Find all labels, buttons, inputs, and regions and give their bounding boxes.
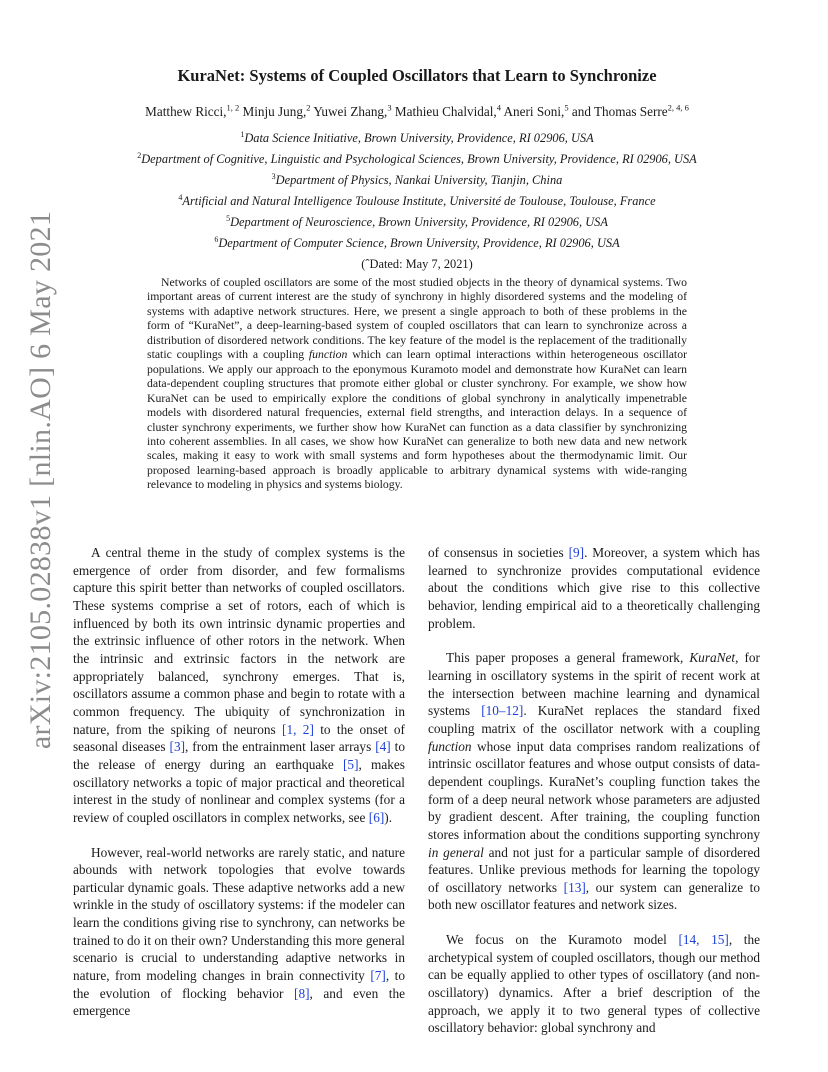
body-paragraph: of consensus in societies [9]. Moreover, a system which has learned to synchronize provides computational evidence about the conditions which give rise to this collective behavior, lending empirical aid to a theoretically challenging problem. — [428, 545, 760, 631]
body-paragraph: This paper proposes a general framework, KuraNet, for learning in oscillatory systems in the spirit of recent work at the intersection between machine learning and dynamical systems [10–12]. KuraNet replaces the standard fixed coupling matrix of the oscillator network with a coupling function whose input data comprises random realizations of intrinsic oscillator features and whose output consists of data-dependent couplings. KuraNet’s coupling function takes the form of a deep neural network whose parameters are adjusted by gradient descent. After training, the coupling function stores information about the conditions supporting synchrony in general and not just for a particular sample of disordered features. Unlike previous methods for learning the topology of oscillatory networks [13], our system can generalize to both new oscillator features and network sizes. — [428, 650, 761, 913]
affiliation: $^1$Data Science Initiative, Brown University, Providence, RI 02906, USA — [240, 130, 594, 146]
citation-link[interactable]: [5] — [343, 756, 359, 772]
affiliation: $^3$Department of Physics, Nankai University, Tianjin, China — [271, 172, 563, 188]
citation-link[interactable]: [6] — [368, 809, 385, 825]
body-paragraph: However, real-world networks are rarely static, and nature abounds with network topologies that evolve towards particular dynamic goals. These adaptive networks add a new wrinkle in the study of oscillatory systems: if the modeler can learn the conditions giving rise to synchrony, can networks be trained to do it on their own? Understanding this more general scenario is crucial to understanding adaptive networks in nature, from modeling changes in brain connectivity [7], to the evolution of flocking behavior [8], and even the emergence — [73, 844, 405, 1019]
author: Matthew Ricci,$^{1, 2}$ — [145, 103, 240, 120]
body-paragraph: We focus on the Kuramoto model [14, 15], the archetypical system of coupled oscillators, though our method can be equally applied to other types of oscillatory (and non-oscillatory) dynamics. After a brief description of the approach, we apply it to two general types of collective oscillatory behavior: global synchrony and — [428, 932, 760, 1036]
affiliation: $^5$Department of Neuroscience, Brown University, Providence, RI 02906, USA — [226, 214, 608, 230]
author: Mathieu Chalvidal,$^4$ — [394, 103, 501, 120]
citation-link[interactable]: [10–12] — [481, 703, 524, 719]
citation-link[interactable]: [8] — [294, 985, 310, 1001]
left-column — [73, 544, 405, 1037]
paper-title: KuraNet: Systems of Coupled Oscillators that Learn to Synchronize — [177, 66, 657, 85]
citation-link[interactable]: [7] — [370, 968, 386, 984]
author-list — [90, 103, 744, 120]
affiliation: $^6$Department of Computer Science, Brown University, Providence, RI 02906, USA — [214, 235, 620, 251]
author: Minju Jung,$^2$ — [242, 103, 311, 120]
citation-link[interactable]: [3] — [169, 739, 186, 755]
citation-link[interactable]: [9] — [568, 545, 585, 560]
author: and Thomas Serre$^{2, 4, 6}$ — [571, 103, 689, 120]
arxiv-identifier-text: arXiv:2105.02838v1 [nlin.AO] 6 May 2021 — [24, 210, 57, 750]
arxiv-side-identifier — [19, 210, 63, 750]
author: Yuwei Zhang,$^3$ — [313, 103, 392, 120]
date-line: (ˆDated: May 7, 2021) — [361, 257, 473, 271]
citation-link[interactable]: [14, 15] — [678, 932, 729, 948]
affiliation: $^4$Artificial and Natural Intelligence Toulouse Institute, Université de Toulouse, Toulouse, France — [178, 193, 656, 209]
right-column — [428, 544, 760, 1054]
citation-link[interactable]: [4] — [375, 739, 391, 755]
abstract — [147, 276, 687, 493]
citation-link[interactable]: [1, 2] — [282, 721, 314, 737]
affiliation: $^2$Department of Cognitive, Linguistic and Psychological Sciences, Brown University, Providence, RI 02906, USA — [137, 151, 697, 167]
author: Aneri Soni,$^5$ — [503, 103, 569, 120]
body-paragraph: A central theme in the study of complex systems is the emergence of order from disorder, and few formalisms capture this spirit better than networks of coupled oscillators. These systems comprise a set of rotors, each of which is influenced by both its own intrinsic dynamic properties and the extrinsic influence of other rotors in the network. When the intrinsic and extrinsic factors in the network are appropriately balanced, synchrony emerges. That is, oscillators assume a common phase and begin to rotate with a common frequency. The ubiquity of synchronization in nature, from the spiking of neurons [1, 2] to the onset of seasonal diseases [3], from the entrainment laser arrays [4] to the release of energy during an earthquake [5], makes oscillatory networks a topic of major practical and theoretical interest in the study of nonlinear and complex systems (for a review of coupled oscillators in complex networks, see [6]). — [73, 545, 406, 825]
abstract-paragraph: Networks of coupled oscillators are some of the most studied objects in the theory of dynamical systems. Two important areas of current interest are the study of synchrony in highly disordered systems and the modeling of systems with adaptive network structures. Here, we present a single approach to both of these problems in the form of “KuraNet”, a deep-learning-based system of coupled oscillators that can learn to synchronize across a distribution of disordered network conditions. The key feature of the model is the replacement of the traditionally static couplings with a coupling function which can learn optimal interactions within heterogeneous oscillator populations. We apply our approach to the eponymous Kuramoto model and demonstrate how KuraNet can learn data-dependent coupling structures that promote either global or cluster synchrony. For example, we show how KuraNet can be used to empirically explore the conditions of global synchrony in analytically impenetrable models with disordered natural frequencies, external field strengths, and interaction delays. In a sequence of cluster synchrony experiments, we further show how KuraNet can function as a data classifier by synchronizing into coherent assemblies. In all cases, we show how KuraNet can generalize to both new data and new network scales, making it easy to work with small systems and form hypotheses about the thermodynamic limit. Our proposed learning-based approach is broadly applicable to arbitrary dynamical systems with wide-ranging relevance to modeling in physics and systems biology. — [147, 276, 687, 492]
citation-link[interactable]: [13] — [563, 879, 586, 895]
